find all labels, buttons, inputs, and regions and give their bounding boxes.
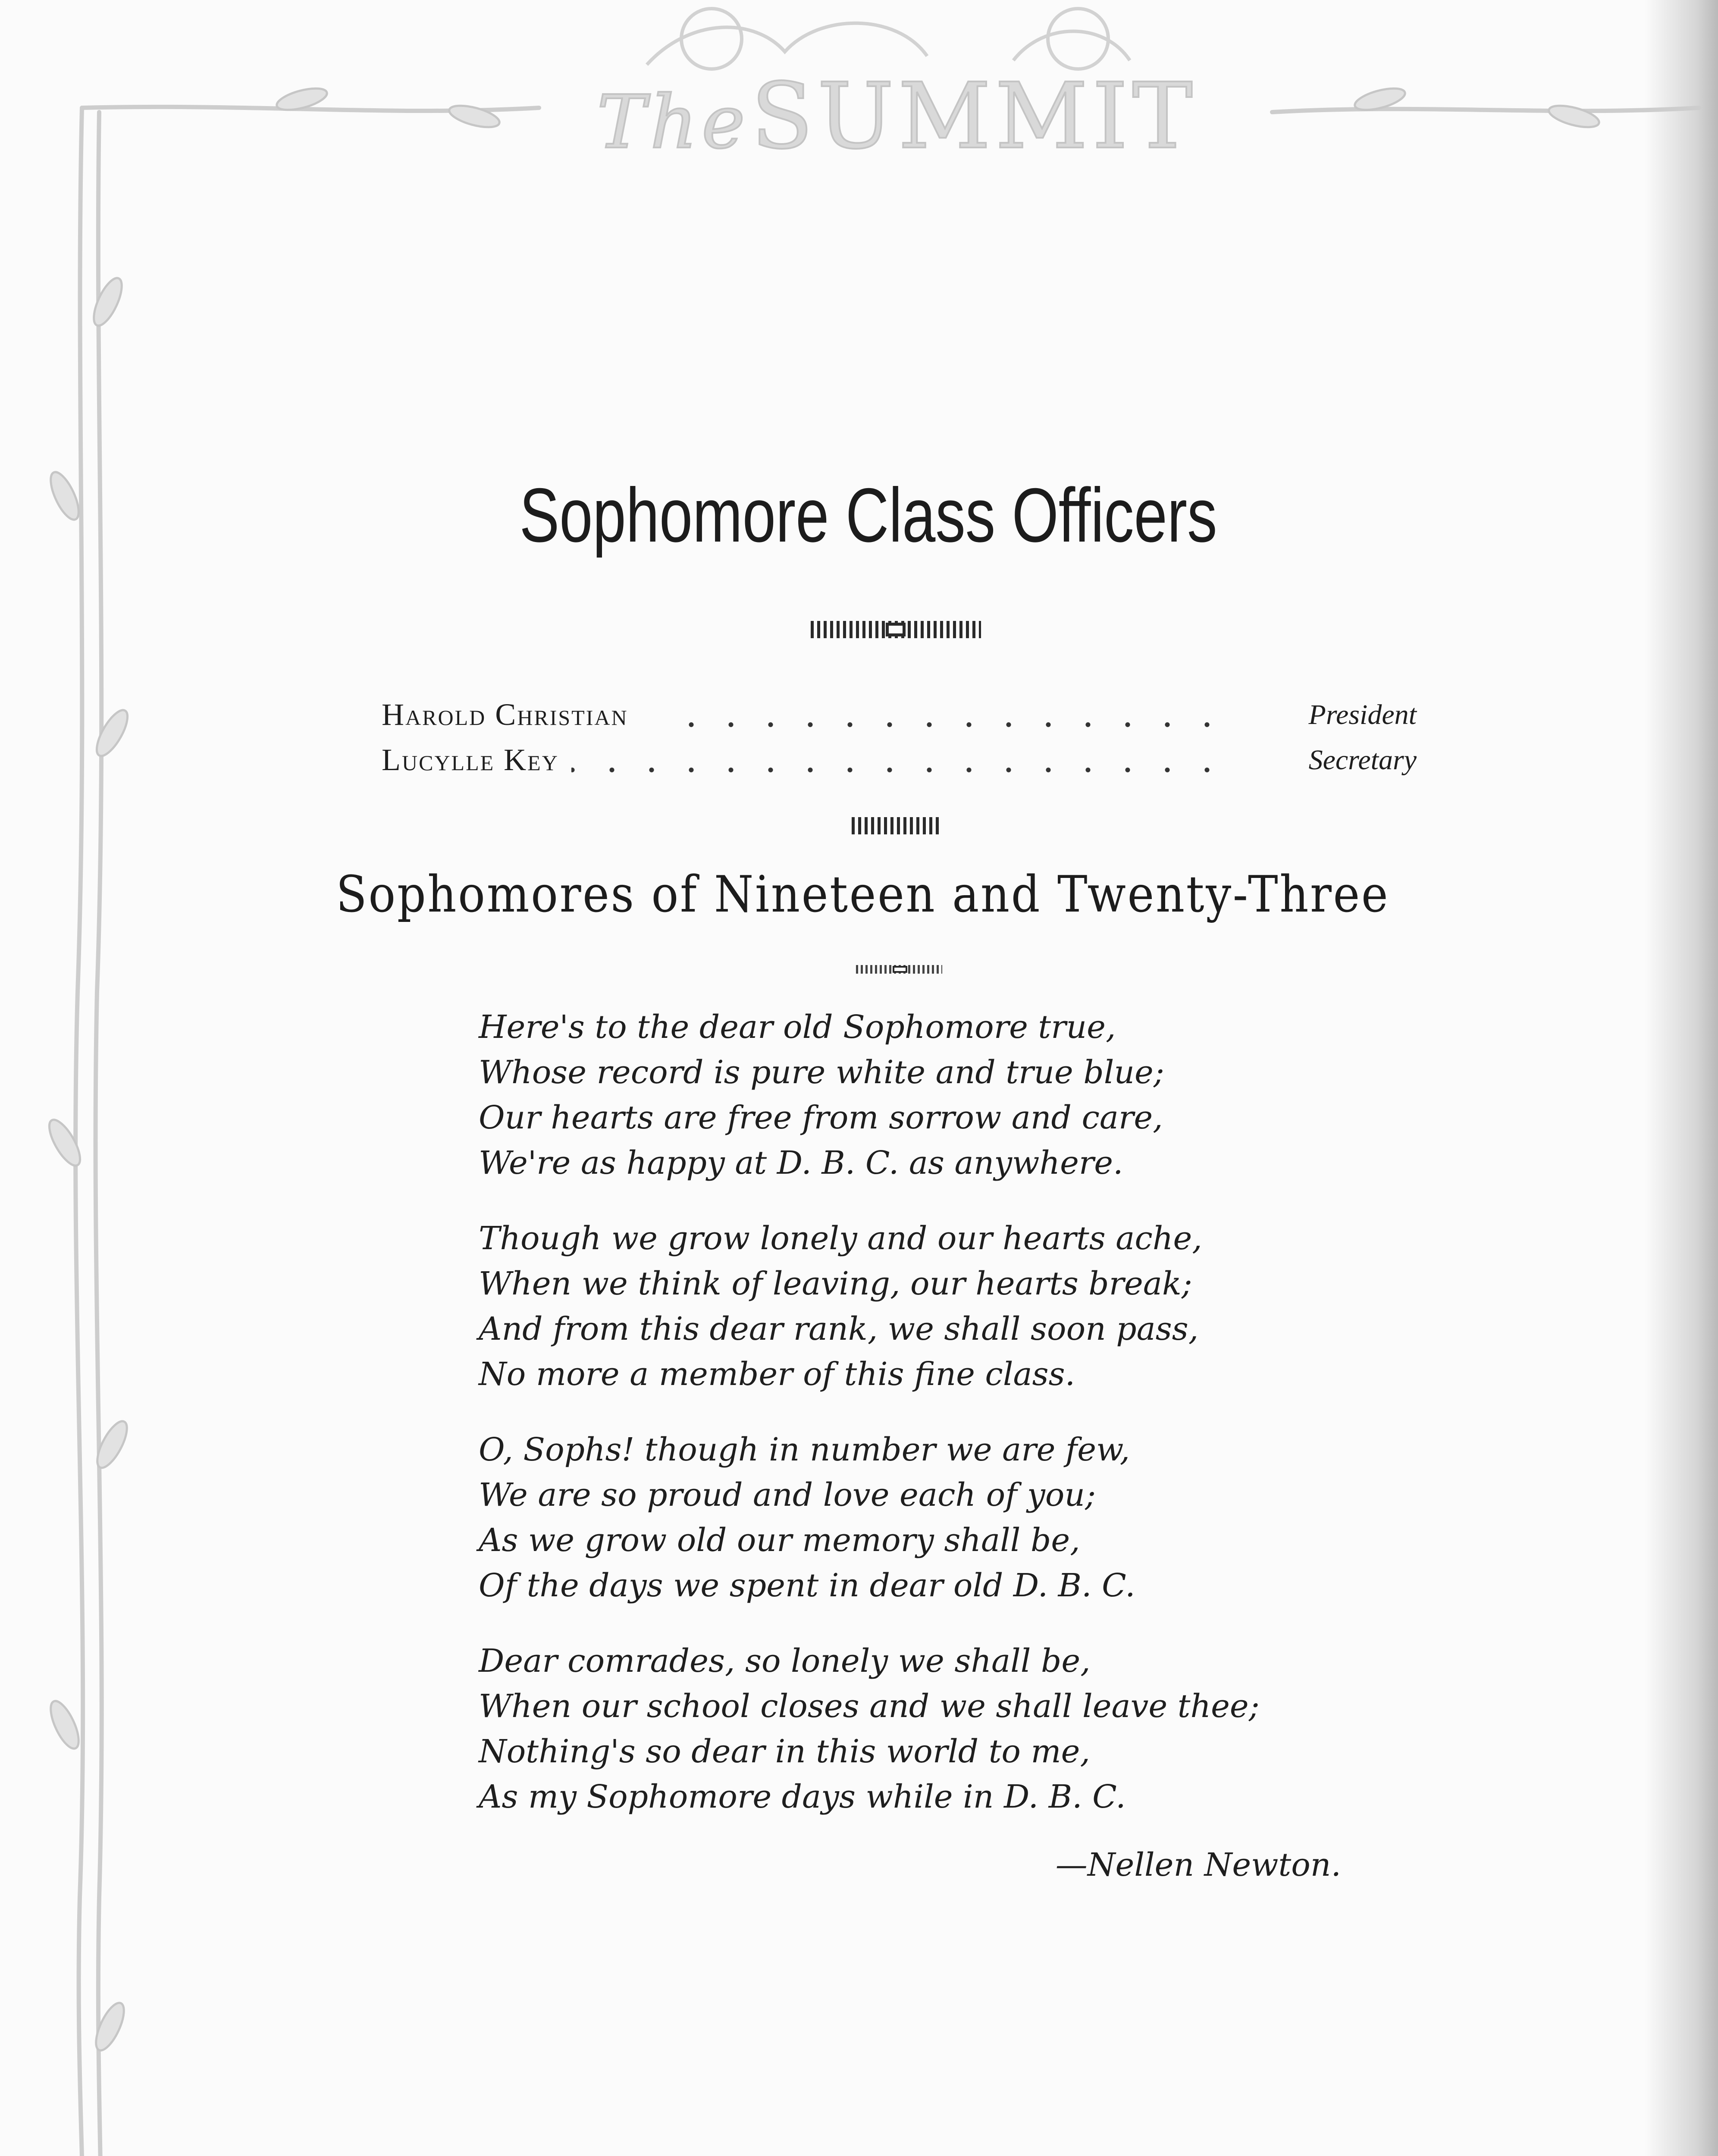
poem-line: Our hearts are free from sorrow and care,	[479, 1099, 1163, 1136]
poem-line: When we think of leaving, our hearts break;	[479, 1265, 1192, 1302]
officer-title: President	[1308, 699, 1417, 730]
poem-line: Whose record is pure white and true blue;	[479, 1054, 1164, 1091]
poem-line: We're as happy at D. B. C. as anywhere.	[479, 1144, 1123, 1181]
poem-line: When our school closes and we shall leave thee;	[479, 1688, 1260, 1725]
poem-line: Though we grow lonely and our hearts ache,	[479, 1220, 1202, 1257]
page-title: Sophomore Class Officers	[519, 472, 1217, 558]
officers-list	[382, 692, 1417, 783]
poem-author: —Nellen Newton.	[1055, 1846, 1341, 1883]
poem-line: Nothing's so dear in this world to me,	[479, 1733, 1090, 1770]
masthead-title: SUMMIT	[751, 63, 1197, 169]
masthead-the: The	[597, 80, 749, 165]
poem-stanza	[479, 1427, 1406, 1608]
poem-stanza	[479, 1005, 1406, 1186]
poem-line: O, Sophs! though in number we are few,	[479, 1431, 1130, 1468]
poem-stanza	[479, 1639, 1406, 1820]
poem-line: As we grow old our memory shall be,	[479, 1522, 1080, 1559]
officer-row	[382, 737, 1417, 783]
poem-line: Of the days we spent in dear old D. B. C.	[479, 1567, 1135, 1604]
poem	[479, 1005, 1406, 1850]
poem-line: Here's to the dear old Sophomore true,	[479, 1009, 1116, 1046]
poem-line: Dear comrades, so lonely we shall be,	[479, 1642, 1091, 1680]
poem-stanza	[479, 1216, 1406, 1397]
leader-dots	[675, 692, 1227, 737]
poem-line: And from this dear rank, we shall soon pass,	[479, 1310, 1199, 1348]
leader-dots	[571, 737, 1227, 783]
officers-ornament	[852, 817, 940, 834]
poem-ornament	[856, 965, 942, 974]
officer-row	[382, 692, 1417, 737]
officer-title: Secretary	[1308, 744, 1417, 776]
poem-line: We are so proud and love each of you;	[479, 1476, 1096, 1514]
poem-title: Sophomores of Nineteen and Twenty-Three	[336, 865, 1390, 924]
officer-name: Lucylle Key	[382, 743, 559, 777]
title-ornament	[811, 621, 981, 638]
poem-line: As my Sophomore days while in D. B. C.	[479, 1778, 1126, 1815]
masthead	[530, 65, 1263, 168]
poem-line: No more a member of this fine class.	[479, 1356, 1075, 1393]
officer-name: Harold Christian	[382, 697, 628, 732]
